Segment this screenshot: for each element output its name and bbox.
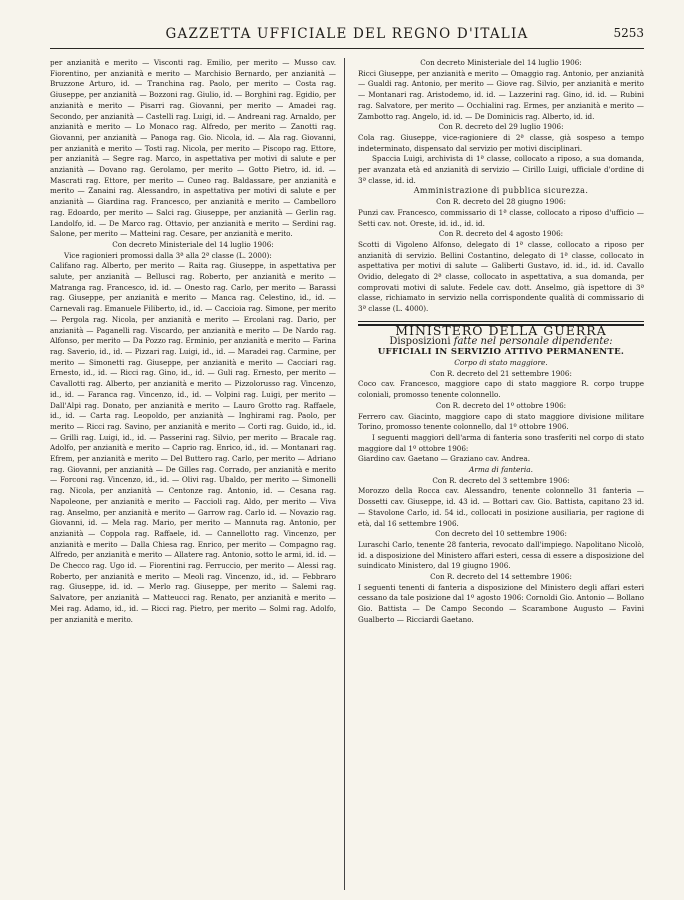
paragraph: I seguenti maggiori dell'arma di fanteria sono trasferiti nel corpo di stato maggiore dal 1º ottobre 1906:: [358, 432, 644, 453]
officers-title: UFFICIALI IN SERVIZIO ATTIVO PERMANENTE.: [377, 347, 625, 358]
page-header: [50, 24, 644, 44]
decree-line: Con decreto Ministeriale del 14 luglio 1906:: [112, 239, 274, 249]
paragraph: Coco cav. Francesco, maggiore capo di stato maggiore R. corpo truppe coloniali, promosso tenente colonnello.: [358, 379, 644, 400]
decree-line: Con R. decreto del 14 settembre 1906:: [430, 572, 572, 582]
paragraph: Luraschi Carlo, tenente 28 fanteria, revocato dall'impiego. Napolitano Nicolò, id. a disposizione del Ministero affari esteri, cessa di essere a disposizione del suindicato Ministero, dal 19 giugno 1906.: [358, 539, 644, 571]
column-divider: [344, 58, 345, 890]
paragraph: Morozzo della Rocca cav. Alessandro, tenente colonnello 31 fanteria — Dossetti cav. Giuseppe, id. 43 id. — Bottari cav. Gio. Battista, capitano 23 id. — Stavolone Carlo, id. 54 id., collocati in posizione ausiliaria, per ragione di età, dal 16 settembre 1906.: [358, 486, 644, 528]
header-rule: [50, 48, 644, 49]
paragraph: Punzi cav. Francesco, commissario di 1ª classe, collocato a riposo d'ufficio — Setti cav. not. Oreste, id. id., id. id.: [358, 207, 644, 228]
paragraph: Giardino cav. Gaetano — Graziano cav. Andrea.: [358, 454, 530, 464]
decree-line: Con R. decreto del 21 settembre 1906:: [430, 368, 572, 378]
paragraph: per anzianità e merito — Visconti rag. Emilio, per merito — Musso cav. Fiorentino, per anzianità e merito — Marchisio Bernardo, per anzianità — Bruzzone Arturo, id. — Tranchina rag. Paolo, per merito — Costa rag. Giuseppe, per anzianità — Bozzoni rag. Giulio, id. — Borghini rag. Egidio, per anzianità e merito — Pisarri rag. Giovanni, per merito — Amadei rag. Secondo, per anzianità — Castelli rag. Luigi, id. — Andreani rag. Arnaldo, per anzianità e merito — Lo Monaco rag. Alfredo, per merito — Zanotti rag. Giovanni, per anzianità — Panoga rag. Gio. Nicola, id. — Ala rag. Giovanni, per anzianità e merito — Tosti rag. Nicola, per merito — Piscopo rag. Ettore, per anzianità — Segre rag. Marco, in aspettativa per motivi di salute e per anzianità — Dovano rag. Gerolamo, per merito — Gotto Pietro, id. id. — Mascrati rag. Ettore, per merito — Cuneo rag. Baldassare, per anzianità e merito — Zanaini rag. Alessandro, in aspettativa per motivi di salute e per anzianità — Giardina rag. Francesco, per anzianità e merito — Cambelloro rag. Edoardo, per merito — Salci rag. Giuseppe, per anzianità — Gerlin rag. Landolfo, id. — De Marco rag. Ottavio, per anzianità e merito — Serdini rag. Salone, per merito — Matteini rag. Cesare, per anzianità e merito.: [50, 58, 336, 239]
paragraph: Ferrero cav. Giacinto, maggiore capo di stato maggiore divisione militare Torino, promosso tenente colonnello, dal 1º ottobre 1906.: [358, 411, 644, 432]
paragraph: Vice ragionieri promossi dalla 3ª alla 2ª classe (L. 2000):: [64, 250, 272, 260]
dispositions-italic: fatte nel personale dipendente:: [453, 335, 613, 347]
paragraph: Cola rag. Giuseppe, vice-ragioniere di 2ª classe, già sospeso a tempo indeterminato, dispensato dal servizio per motivi disciplinari.: [358, 132, 644, 153]
decree-line: Con R. decreto del 28 giugno 1906:: [436, 197, 566, 207]
left-column: [50, 58, 336, 893]
dispositions-title: [358, 337, 644, 348]
decree-line: Con R. decreto del 29 luglio 1906:: [438, 122, 564, 132]
subheading: Arma di fanteria.: [469, 465, 533, 475]
section-rule: [358, 321, 644, 322]
decree-line: Con R. decreto del 4 agosto 1906:: [438, 229, 564, 239]
subheading: Corpo di stato maggiore.: [454, 357, 548, 367]
dispositions-prefix: Disposizioni: [389, 335, 451, 347]
decree-line: Con R. decreto del 3 settembre 1906:: [432, 475, 570, 485]
decree-line: Con decreto Ministeriale del 14 luglio 1906:: [420, 58, 582, 67]
paragraph: Califano rag. Alberto, per merito — Raita rag. Giuseppe, in aspettativa per salute, per anzianità — Bellusci rag. Roberto, per anzianità e merito — Matranga rag. Francesco, id. id. — Onesto rag. Carlo, per merito — Barassi rag. Giuseppe, per anzianità e merito — Manca rag. Celestino, id., id. — Carnevali rag. Emanuele Filiberto, id., id. — Caccioia rag. Simone, per merito — Pergola rag. Nicola, per anzianità e merito — Ercolani rag. Dario, per anzianità — Paganelli rag. Viscardo, per anzianità e merito — De Nardo rag. Alfonso, per merito — Da Pozzo rag. Erminio, per anzianità e merito — Farina rag. Saverio, id., id. — Pizzari rag. Luigi, id., id. — Maradei rag. Carmine, per merito — Simonetti rag. Giuseppe, per anzianità e merito — Cacciari rag. Ernesto, id., id. — Ricci rag. Gino, id., id. — Guli rag. Ernesto, per merito — Cavallotti rag. Alberto, per anzianità e merito — Pizzolorusso rag. Vincenzo, id., id. — Faranca rag. Vincenzo, id., id. — Volpini rag. Luigi, per merito — Dall'Alpi rag. Donato, per anzianità e merito — Lauro Grotto rag. Raffaele, id., id. — Carta rag. Leopoldo, per anzianità — Inghirami rag. Paolo, per merito — Ricci rag. Savino, per anzianità e merito — Corti rag. Guido, id., id. — Grilli rag. Luigi, id., id. — Passerini rag. Silvio, per merito — Bracale rag. Adolfo, per anzianità e merito — Caprio rag. Enrico, id., id. — Montanari rag. Efrem, per anzianità e merito — Del Buttero rag. Carlo, per merito — Adriano rag. Giovanni, per anzianità — De Gilles rag. Corrado, per anzianità e merito — Forconi rag. Vincenzo, id., id. — Olivi rag. Ubaldo, per merito — Simonelli rag. Nicola, per anzianità — Centonze rag. Antonio, id. — Cesana rag. Napoleone, per anzianità e merito — Faccioli rag. Aldo, per merito — Viva rag. Anselmo, per anzianità e merito — Garrow rag. Carlo id. — Novazio rag. Giovanni, id. — Mela rag. Mario, per merito — Mannuta rag. Antonio, per anzianità — Coppola rag. Raffaele, id. — Cannellotto rag. Vincenzo, per anzianità e merito — Dalla Chiesa rag. Enrico, per merito — Compagno rag. Alfredo, per anzianità e merito — Allatere rag. Antonio, sotto le armi, id. id. — De Checco rag. Ugo id. — Fiorentini rag. Ferruccio, per merito — Alessi rag. Roberto, per anzianità e merito — Meoli rag. Vincenzo, id., id. — Febbraro rag. Giuseppe, id. id. — Merlo rag. Giuseppe, per merito — Salemi rag. Salvatore, per anzianità — Matteucci rag. Renato, per anzianità e merito — Mei rag. Adamo, id., id. — Ricci rag. Pietro, per merito — Solmi rag. Adolfo, per anzianità e merito.: [50, 261, 336, 624]
page-title: GAZZETTA UFFICIALE DEL REGNO D'ITALIA: [165, 26, 529, 42]
section-heading: Amministrazione di pubblica sicurezza.: [413, 186, 589, 196]
right-column: [358, 58, 644, 893]
decree-line: Con decreto del 10 settembre 1906:: [435, 529, 567, 539]
paragraph: Scotti di Vigoleno Alfonso, delegato di 1ª classe, collocato a riposo per anzianità di servizio. Bellini Costantino, delegato di 1ª classe, collocato in aspettativa per motivi di salute — Galiberti Gustavo, id. id., id. id. Cavallo Ovidio, delegato di 2ª classe, collocato in aspettativa, a sua domanda, per comprovati motivi di salute. Fedele cav. dott. Anselmo, già ispettore di 3ª classe, richiamato in servizio nella corrispondente qualità di commissario di 3ª classe (L. 4000).: [358, 239, 644, 314]
ministry-title: MINISTERO DELLA GUERRA: [395, 322, 607, 338]
paragraph: Spaccia Luigi, archivista di 1ª classe, collocato a riposo, a sua domanda, per avanzata età ed anzianità di servizio — Cirillo Luigi, ufficiale d'ordine di 3ª classe, id. id.: [358, 154, 644, 185]
decree-line: Con R. decreto del 1º ottobre 1906:: [435, 400, 567, 410]
paragraph: Ricci Giuseppe, per anzianità e merito — Omaggio rag. Antonio, per anzianità — Gualdi rag. Antonio, per merito — Giove rag. Silvio, per anzianità e merito — Montanari rag. Aristodemo, id. id. — Lazzerini rag. Gino, id. id. — Rubini rag. Salvatore, per merito — Occhialini rag. Ermes, per anzianità e merito — Zambotto rag. Angelo, id. id. — De Dominicis rag. Alberto, id. id.: [358, 68, 644, 121]
page-number: 5253: [613, 26, 644, 40]
paragraph: I seguenti tenenti di fanteria a disposizione del Ministero degli affari esteri cessano da tale posizione dal 1º agosto 1906: Cornoldi Gio. Antonio — Bollano Gio. Battista — De Campo Secondo — Scarambone Augusto — Favini Gualberto — Ricciardi Gaetano.: [358, 582, 644, 624]
